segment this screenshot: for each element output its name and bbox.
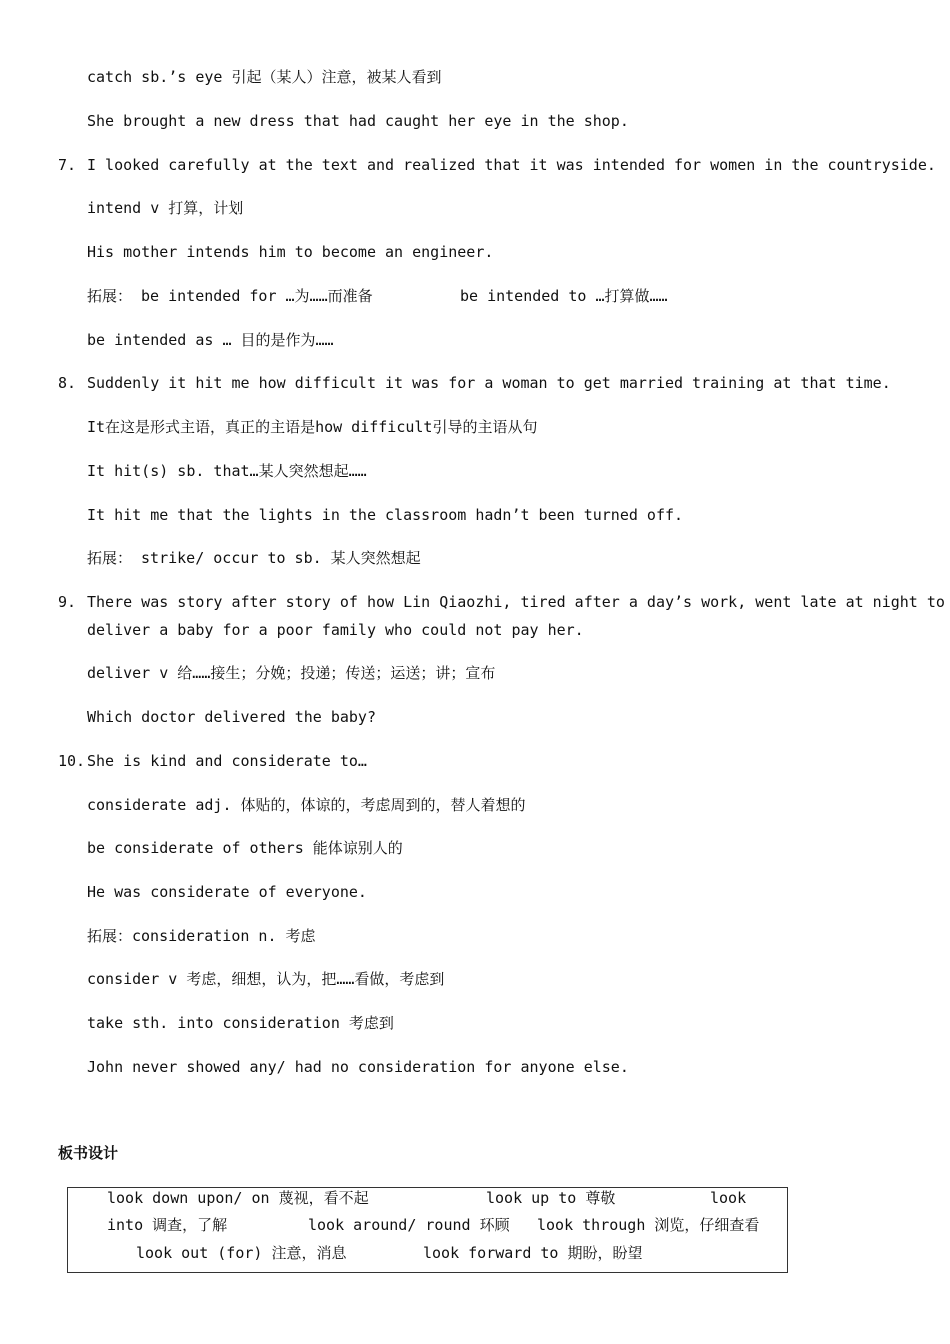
text-line: deliver v 给……接生；分娩；投递；传送；运送；讲；宣布 — [87, 664, 496, 682]
text-line: 拓展：consideration n. 考虑 — [87, 927, 316, 945]
text-line: deliver a baby for a poor family who could not pay her. — [87, 621, 584, 639]
board-phrase: into 调查，了解 — [107, 1216, 228, 1234]
text-line: It hit me that the lights in the classroom hadn’t been turned off. — [87, 506, 684, 524]
text-line: intend v 打算，计划 — [87, 199, 244, 217]
item-number: 7. — [58, 156, 77, 174]
text-line: be considerate of others 能体谅别人的 — [87, 839, 403, 857]
text-line: His mother intends him to become an engineer. — [87, 243, 494, 261]
text-line: 拓展： be intended for …为……而准备 — [87, 287, 373, 305]
item-number: 10. — [58, 752, 86, 770]
board-phrase: look down upon/ on 蔑视，看不起 — [107, 1189, 369, 1207]
item-number: 8. — [58, 374, 77, 392]
section-heading: 板书设计 — [58, 1144, 119, 1162]
item-number: 9. — [58, 593, 77, 611]
text-line: He was considerate of everyone. — [87, 883, 367, 901]
board-phrase: look around/ round 环顾 — [308, 1216, 510, 1234]
text-line: 拓展： strike/ occur to sb. 某人突然想起 — [87, 549, 421, 567]
text-line: take sth. into consideration 考虑到 — [87, 1014, 394, 1032]
text-line: I looked carefully at the text and realized that it was intended for women in the countryside. — [87, 156, 936, 174]
text-line: be intended to …打算做…… — [460, 287, 668, 305]
text-line: John never showed any/ had no consideration for anyone else. — [87, 1058, 629, 1076]
text-line: Suddenly it hit me how difficult it was for a woman to get married training at that time. — [87, 374, 891, 392]
board-phrase: look out (for) 注意，消息 — [136, 1244, 347, 1262]
text-line: consider v 考虑，细想，认为，把……看做，考虑到 — [87, 970, 445, 988]
text-line: considerate adj. 体贴的，体谅的，考虑周到的，替人着想的 — [87, 796, 526, 814]
text-line: catch sb.’s eye 引起（某人）注意，被某人看到 — [87, 68, 442, 86]
text-line: There was story after story of how Lin Qiaozhi, tired after a day’s work, went late at night to — [87, 593, 945, 611]
board-phrase: look — [710, 1189, 747, 1207]
text-line: She is kind and considerate to… — [87, 752, 367, 770]
text-line: Which doctor delivered the baby? — [87, 708, 376, 726]
board-phrase: look through 浏览，仔细查看 — [537, 1216, 760, 1234]
text-line: It hit(s) sb. that…某人突然想起…… — [87, 462, 367, 480]
board-phrase: look forward to 期盼，盼望 — [423, 1244, 643, 1262]
blackboard-design-box — [67, 1187, 788, 1273]
text-line: She brought a new dress that had caught her eye in the shop. — [87, 112, 629, 130]
board-phrase: look up to 尊敬 — [486, 1189, 616, 1207]
text-line: It在这是形式主语，真正的主语是how difficult引导的主语从句 — [87, 418, 538, 436]
text-line: be intended as … 目的是作为…… — [87, 331, 334, 349]
